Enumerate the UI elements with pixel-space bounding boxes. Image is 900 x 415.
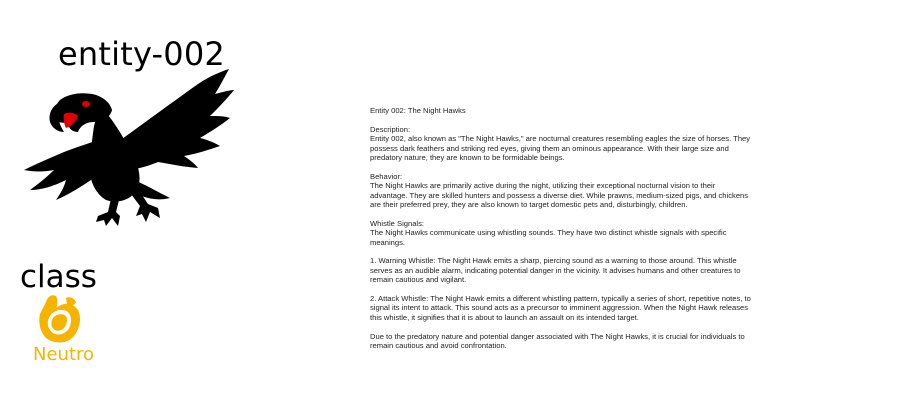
entity-document: [370, 106, 754, 360]
conclusion-text: Due to the predatory nature and potential danger associated with The Night Hawks, it is crucial for individuals to remain cautious and avoid confrontation.: [370, 331, 745, 351]
entity-title: entity-002: [58, 35, 225, 73]
whistle-section: [370, 219, 754, 247]
class-name: Neutro: [33, 344, 95, 365]
night-hawk-image: [20, 66, 235, 228]
description-section: [370, 125, 754, 163]
whistle-text: The Night Hawks communicate using whistling sounds. They have two distinct whistle signals with specific meanings.: [370, 228, 727, 247]
description-text: Entity 002, also known as "The Night Hawks," are nocturnal creatures resembling eagles the size of horses. They possess dark feathers and striking red eyes, giving them an ominous appearance. With their large size and predatory nature, they are known to be formidable beings.: [370, 134, 751, 163]
behavior-heading: Behavior:: [370, 171, 403, 181]
behavior-section: [370, 172, 754, 210]
attack-whistle-text: 2. Attack Whistle: The Night Hawk emits a different whistling pattern, typically a series of short, repetitive notes, to signal its intent to attack. This sound acts as a precursor to imminent aggression. When the Night Hawk releases this whistle, it signifies that it is about to launch an assault on its intended target.: [370, 294, 751, 322]
document-title: Entity 002: The Night Hawks: [370, 106, 466, 115]
warning-whistle-text: 1. Warning Whistle: The Night Hawk emits a sharp, piercing sound as a warning to those around. This whistle serves as an audible alarm, indicating potential danger in the vicinity. It advises humans and other creatures to remain cautious and vigilant.: [370, 256, 741, 285]
whistle-heading: Whistle Signals:: [370, 218, 425, 228]
description-heading: Description:: [370, 124, 411, 134]
class-label: class: [20, 259, 97, 295]
neutro-class-badge-icon: [36, 292, 82, 344]
behavior-text: The Night Hawks are primarily active during the night, utilizing their exceptional nocturnal vision to their advantage. They are skilled hunters and possess a diverse diet. While prawns, medium-sized pigs, and chickens are their preferred prey, they are also known to target domestic pets and, disturbingly, children.: [370, 181, 749, 210]
night-hawk-eye: [82, 101, 90, 107]
